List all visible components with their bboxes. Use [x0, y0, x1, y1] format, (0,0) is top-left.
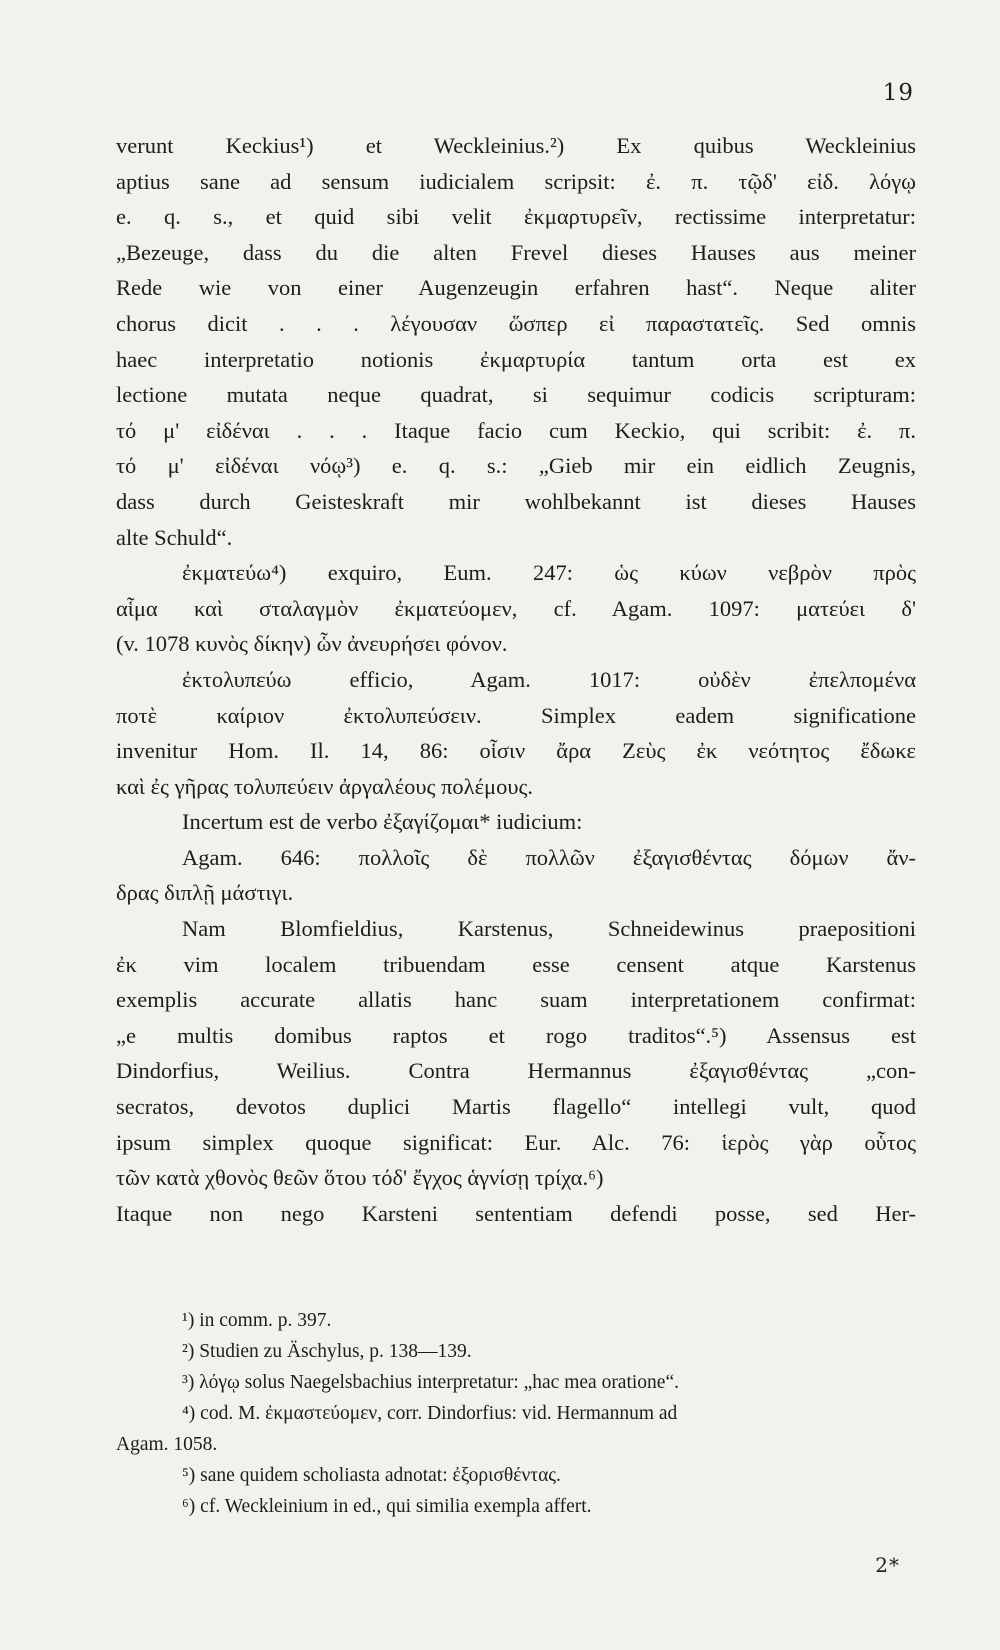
footnote: ⁵) sane quidem scholiasta adnotat: ἐξορισθέντας.	[182, 1465, 561, 1486]
text-line: dass durch Geisteskraft mir wohlbekannt ist dieses Hauses	[116, 488, 916, 514]
text-line: αἷμα καὶ σταλαγμὸν ἐκματεύομεν, cf. Agam. 1097: ματεύει δ'	[116, 595, 916, 621]
body-text	[116, 128, 916, 1231]
text-line: Rede wie von einer Augenzeugin erfahren hast“. Neque aliter	[116, 275, 916, 301]
text-line: καὶ ἐς γῆρας τολυπεύειν ἀργαλέους πολέμους.	[116, 773, 534, 799]
text-line: invenitur Hom. Il. 14, 86: οἷσιν ἄρα Ζεὺς ἐκ νεότητος ἔδωκε	[116, 738, 916, 764]
footnote: ⁶) cf. Weckleinium in ed., qui similia exempla affert.	[182, 1496, 592, 1517]
lemma-line: ἐκτολυπεύω efficio, Agam. 1017: οὐδὲν ἐπελπομένα	[182, 666, 916, 692]
footnote: ¹) in comm. p. 397.	[182, 1310, 332, 1331]
text-line: ipsum simplex quoque significat: Eur. Alc. 76: ἱερὸς γὰρ οὗτος	[116, 1129, 916, 1155]
text-line: Incertum est de verbo ἐξαγίζομαι* iudicium:	[182, 809, 583, 835]
text-line: Dindorfius, Weilius. Contra Hermannus ἐξαγισθέντας „con-	[116, 1058, 916, 1084]
text-line: τό μ' εἰδέναι νόῳ³) e. q. s.: „Gieb mir ein eidlich Zeugnis,	[116, 453, 916, 479]
text-line: chorus dicit . . . λέγουσαν ὥσπερ εἰ παραστατεῖς. Sed omnis	[116, 310, 916, 336]
footnote: ²) Studien zu Äschylus, p. 138—139.	[182, 1341, 472, 1362]
text-line: aptius sane ad sensum iudicialem scripsit: ἐ. π. τῷδ' εἰδ. λόγῳ	[116, 168, 916, 194]
footnote: ⁴) cod. M. ἐκμαστεύομεν, corr. Dindorfius: vid. Hermannum ad	[182, 1403, 678, 1424]
lemma-line: ἐκματεύω⁴) exquiro, Eum. 247: ὡς κύων νεβρὸν πρὸς	[182, 560, 916, 586]
page-number: 19	[882, 80, 914, 106]
text-line: τό μ' εἰδέναι . . . Itaque facio cum Keckio, qui scribit: ἐ. π.	[116, 417, 916, 443]
quotation-line: δρας διπλῇ μάστιγι.	[116, 880, 294, 906]
text-line: ποτὲ καίριον ἐκτολυπεύσειν. Simplex eadem significatione	[116, 702, 916, 728]
text-line: alte Schuld“.	[116, 524, 233, 550]
text-line: e. q. s., et quid sibi velit ἐκμαρτυρεῖν, rectissime interpretatur:	[116, 204, 916, 230]
signature-mark: 2*	[875, 1553, 900, 1577]
text-line: lectione mutata neque quadrat, si sequimur codicis scripturam:	[116, 382, 916, 408]
text-line: τῶν κατὰ χθονὸς θεῶν ὅτου τόδ' ἔγχος ἁγνίσῃ τρίχα.⁶)	[116, 1165, 604, 1191]
text-line: exemplis accurate allatis hanc suam interpretationem confirmat:	[116, 987, 916, 1013]
text-line: „Bezeuge, dass du die alten Frevel dieses Hauses aus meiner	[116, 239, 916, 265]
text-line: Itaque non nego Karsteni sententiam defendi posse, sed Her-	[116, 1200, 916, 1226]
footnotes	[116, 1305, 916, 1522]
text-line: (v. 1078 κυνὸς δίκην) ὧν ἀνευρήσει φόνον.	[116, 631, 508, 657]
text-line: haec interpretatio notionis ἐκμαρτυρία tantum orta est ex	[116, 346, 916, 372]
text-line: Nam Blomfieldius, Karstenus, Schneidewinus praepositioni	[182, 916, 916, 942]
text-line: verunt Keckius¹) et Weckleinius.²) Ex quibus Weckleinius	[116, 133, 916, 158]
text-line: secratos, devotos duplici Martis flagello“ intellegi vult, quod	[116, 1094, 916, 1120]
footnote: ³) λόγῳ solus Naegelsbachius interpretatur: „hac mea oratione“.	[182, 1372, 679, 1393]
text-line: „e multis domibus raptos et rogo traditos“.⁵) Assensus est	[116, 1022, 916, 1048]
text-line: ἐκ vim localem tribuendam esse censent atque Karstenus	[116, 951, 916, 977]
quotation-line: Agam. 646: πολλοῖς δὲ πολλῶν ἐξαγισθέντας δόμων ἄν-	[182, 844, 916, 870]
footnote-continuation: Agam. 1058.	[116, 1434, 218, 1455]
